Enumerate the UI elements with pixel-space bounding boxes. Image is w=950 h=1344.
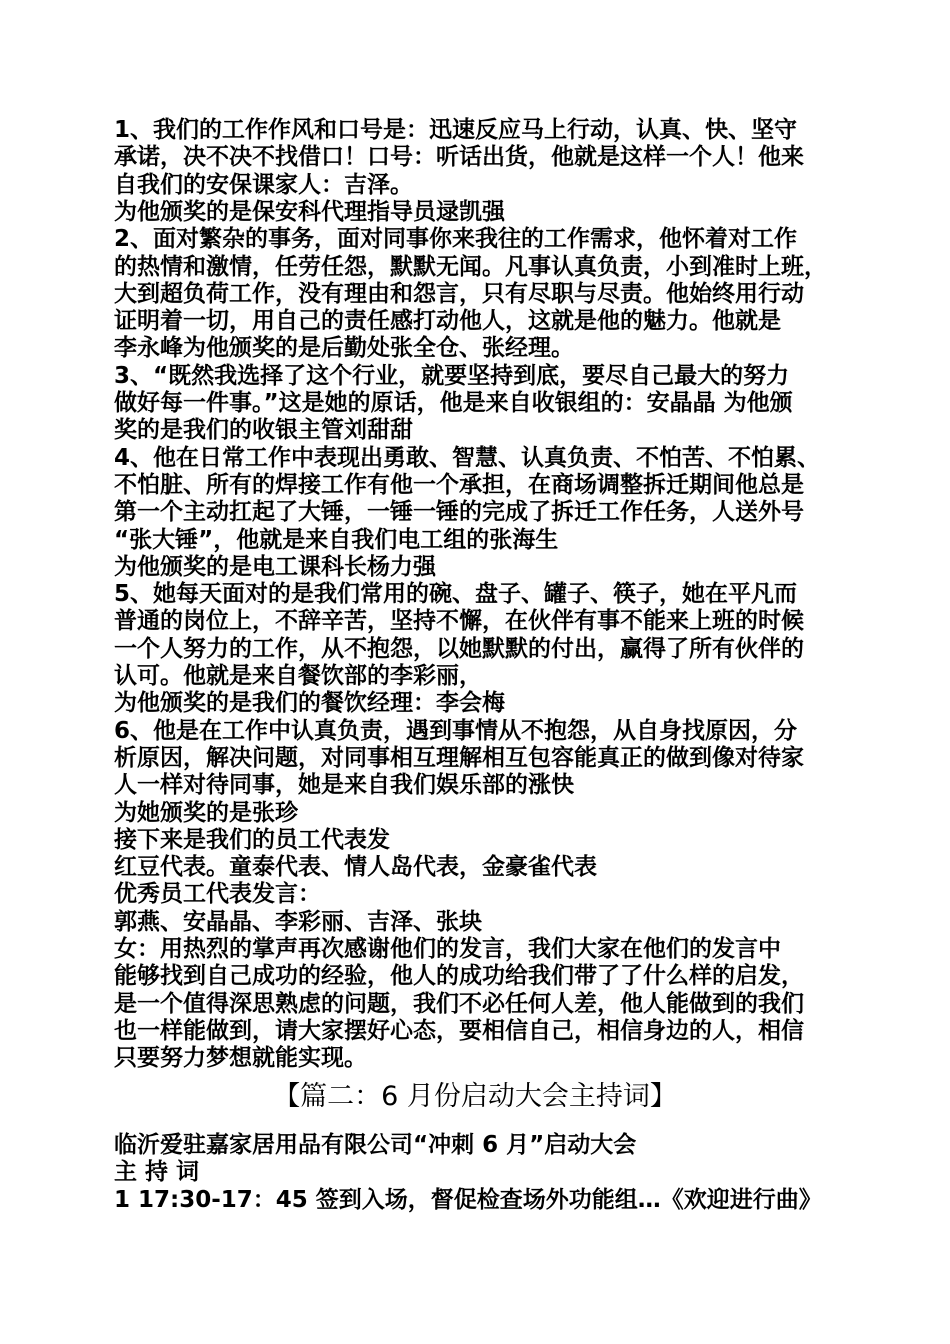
text-line: 主 持 词	[114, 1159, 200, 1185]
text-line: 李永峰为他颁奖的是后勤处张全仓、张经理。	[114, 335, 574, 362]
text-line: 能够找到自己成功的经验，他人的成功给我们带了了什么样的启发，	[114, 963, 804, 990]
text-line: 2、面对繁杂的事务，面对同事你来我往的工作需求，他怀着对工作	[114, 226, 798, 253]
text-line: 优秀员工代表发言：	[114, 881, 321, 908]
text-line: 认可。他就是来自餐饮部的李彩丽，	[114, 663, 482, 689]
text-line: 析原因，解决问题，对同事相互理解相互包容能真正的做到像对待家	[114, 744, 804, 771]
text-line: 女：用热烈的掌声再次感谢他们的发言，我们大家在他们的发言中	[114, 936, 781, 962]
text-line: 为他颁奖的是我们的餐饮经理：李会梅	[114, 690, 505, 717]
text-line: 1、我们的工作作风和口号是：迅速反应马上行动，认真、快、坚守	[114, 117, 798, 143]
text-line: 为她颁奖的是张珍	[114, 799, 298, 826]
text-line: 6、他是在工作中认真负责，遇到事情从不抱怨，从自身找原因，分	[114, 717, 798, 744]
text-line: 4、他在日常工作中表现出勇敢、智慧、认真负责、不怕苦、不怕累、	[114, 444, 821, 471]
text-line: 3、“既然我选择了这个行业，就要坚持到底，要尽自己最大的努力	[114, 362, 790, 389]
text-line: 的热情和激情，任劳任怨，默默无闻。凡事认真负责，小到准时上班，	[114, 253, 827, 280]
text-line: 人一样对待同事，她是来自我们娱乐部的涨快	[114, 772, 574, 799]
text-line: 普通的岗位上，不辞辛苦，坚持不懈，在伙伴有事不能来上班的时候	[114, 608, 804, 635]
text-line: 为他颁奖的是电工课科长杨力强	[114, 553, 436, 580]
text-line: 奖的是我们的收银主管刘甜甜	[114, 417, 413, 444]
text-line: 只要努力梦想就能实现。	[114, 1045, 367, 1072]
text-line: 郭燕、安晶晶、李彩丽、吉泽、张块	[114, 908, 482, 935]
text-line: 临沂爱驻嘉家居用品有限公司“冲刺 6 月”启动大会	[114, 1132, 637, 1158]
text-line: 也一样能做到，请大家摆好心态，要相信自己，相信身边的人，相信	[114, 1017, 804, 1044]
text-line: 证明着一切，用自己的责任感打动他人，这就是他的魅力。他就是	[114, 308, 781, 335]
text-line: 1 17:30-17：45 签到入场，督促检查场外功能组…《欢迎进行曲》	[114, 1187, 822, 1213]
text-line: 不怕脏、所有的焊接工作有他一个承担，在商场调整拆迁期间他总是	[114, 471, 804, 498]
text-line: 自我们的安保课家人：吉泽。	[114, 171, 413, 198]
text-line: 第一个主动扛起了大锤，一锤一锤的完成了拆迁工作任务，人送外号	[114, 499, 804, 526]
text-line: 5、她每天面对的是我们常用的碗、盘子、罐子、筷子，她在平凡而	[114, 581, 798, 608]
text-line: 为他颁奖的是保安科代理指导员逯凯强	[114, 198, 505, 225]
text-line: 大到超负荷工作，没有理由和怨言，只有尽职与尽责。他始终用行动	[114, 280, 804, 307]
text-line: “张大锤”，他就是来自我们电工组的张海生	[114, 526, 559, 553]
section-heading: 【篇二：6 月份启动大会主持词】	[273, 1081, 677, 1112]
text-line: 是一个值得深思熟虑的问题，我们不必任何人差，他人能做到的我们	[114, 990, 804, 1017]
text-line: 承诺，决不决不找借口！口号：听话出货，他就是这样一个人！他来	[114, 144, 804, 171]
text-line: 一个人努力的工作，从不抱怨，以她默默的付出，赢得了所有伙伴的	[114, 635, 804, 662]
text-line: 红豆代表。童泰代表、情人岛代表，金豪雀代表	[114, 854, 597, 881]
text-line: 做好每一件事。”这是她的原话，他是来自收银组的：安晶晶 为他颁	[114, 390, 793, 416]
text-line: 接下来是我们的员工代表发	[114, 826, 390, 853]
